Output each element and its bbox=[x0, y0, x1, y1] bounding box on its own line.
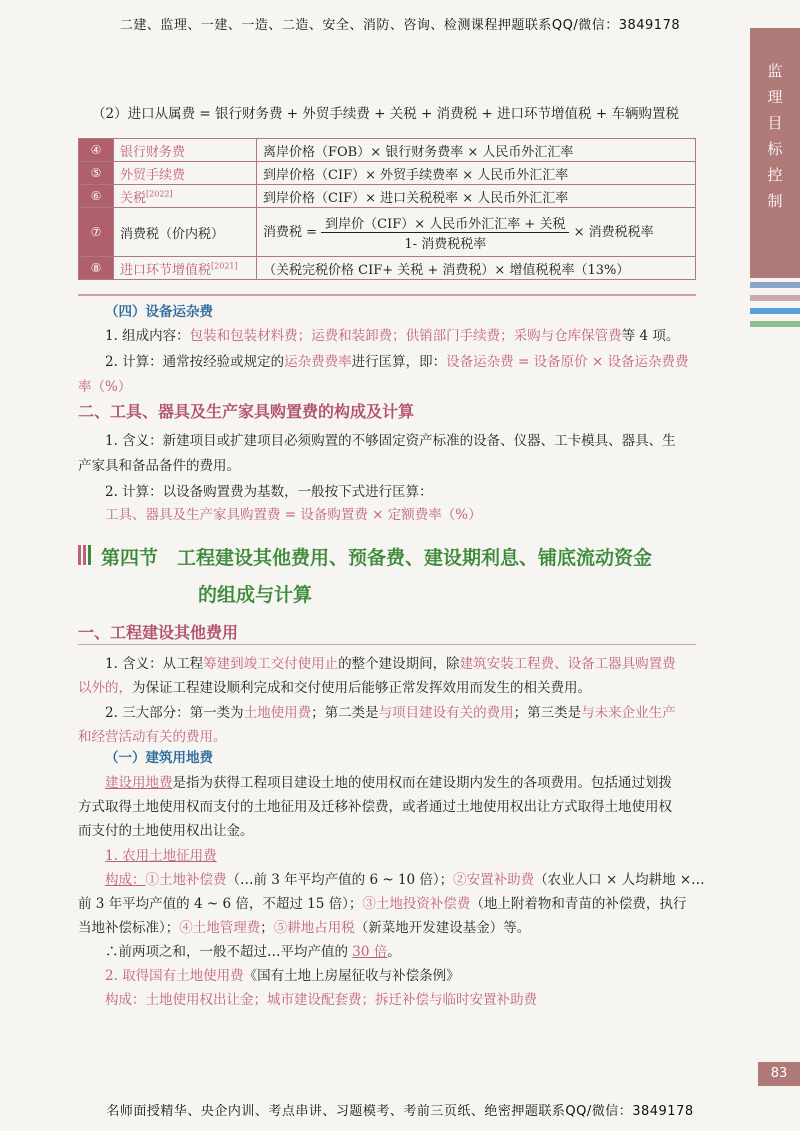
highlight-text: ③土地投资补偿费 bbox=[362, 896, 471, 912]
formula-suffix: × 消费税税率 bbox=[573, 224, 654, 240]
formula-prefix: 消费税 = bbox=[263, 224, 318, 240]
fee-formula: 到岸价格（CIF）× 外贸手续费率 × 人民币外汇汇率 bbox=[257, 162, 696, 185]
text: 进行匡算，即： bbox=[351, 354, 447, 370]
text: 2. 计算：通常按经验或规定的 bbox=[105, 354, 285, 370]
paragraph bbox=[105, 990, 537, 1010]
highlight-text: 建设用地费 bbox=[105, 775, 173, 791]
chapter-side-tab bbox=[750, 28, 800, 278]
text: （农业人口 × 人均耕地 ×… bbox=[534, 872, 705, 888]
stripe bbox=[750, 321, 800, 327]
paragraph bbox=[105, 703, 676, 723]
page-number: 83 bbox=[758, 1062, 800, 1086]
fee-name-cell bbox=[114, 185, 257, 208]
text: 等 4 项。 bbox=[621, 328, 680, 344]
divider bbox=[78, 644, 696, 645]
stripe bbox=[750, 295, 800, 301]
text: 。 bbox=[387, 944, 401, 960]
import-fee-table bbox=[78, 138, 696, 280]
stripe bbox=[750, 282, 800, 288]
side-tab-char: 控 bbox=[767, 166, 783, 184]
highlight-text: ⑤耕地占用税 bbox=[273, 920, 355, 936]
page-footer: 名师面授精华、央企内训、考点串讲、习题模考、考前三页纸、绝密押题联系QQ/微信：3849178 bbox=[106, 1104, 694, 1119]
text: （…前 3 年平均产值的 6 ~ 10 倍）； bbox=[226, 872, 454, 888]
text: 为保证工程建设顺利完成和交付使用后能够正常发挥效用而发生的相关费用。 bbox=[132, 680, 591, 696]
row-number: ⑧ bbox=[79, 257, 114, 280]
text: （地上附着物和青苗的补偿费，执行 bbox=[470, 896, 687, 912]
text: 当地补偿标准）； bbox=[78, 920, 180, 936]
highlight-text: 运杂费费率 bbox=[284, 354, 352, 370]
text: 是指为获得工程项目建设土地的使用权而在建设期内发生的各项费用。包括通过划拨 bbox=[172, 775, 672, 791]
highlight-text: ①土地补偿费 bbox=[145, 872, 227, 888]
paragraph bbox=[105, 654, 676, 674]
section-heading: （四）设备运杂费 bbox=[105, 304, 213, 320]
paragraph bbox=[105, 966, 460, 986]
fee-name: 进口环节增值税 bbox=[120, 262, 212, 278]
table-row bbox=[79, 162, 696, 185]
highlight-text: 筹建到竣工交付使用止 bbox=[203, 656, 339, 672]
paragraph bbox=[78, 894, 686, 914]
row-number: ⑦ bbox=[79, 208, 114, 257]
color-stripes bbox=[750, 282, 800, 334]
paragraph: 1. 含义：新建项目或扩建项目必须购置的不够固定资产标准的设备、仪器、工卡模具、器具、生 bbox=[105, 433, 676, 449]
side-tab-char: 标 bbox=[767, 140, 783, 158]
paragraph bbox=[105, 326, 679, 346]
highlight-text: 与项目建设有关的费用 bbox=[378, 705, 514, 721]
text: 2. 三大部分：第一类为 bbox=[105, 705, 244, 721]
fee-name: 银行财务费 bbox=[114, 139, 257, 162]
highlight-text: 构成： bbox=[105, 872, 146, 888]
highlight-text: 构成： bbox=[105, 992, 146, 1008]
text: 1. 含义：从工程 bbox=[105, 656, 204, 672]
table-row bbox=[79, 257, 696, 280]
section-heading: （一）建筑用地费 bbox=[105, 750, 213, 766]
paragraph: 率（%） bbox=[78, 379, 132, 395]
text: ∴前两项之和，一般不超过…平均产值的 bbox=[105, 944, 353, 960]
fee-name-cell bbox=[114, 257, 257, 280]
highlight-text: 包装和包装材料费；运费和装卸费；供销部门手续费；采购与仓库保管费 bbox=[189, 328, 622, 344]
highlight-text: 设备运杂费 = 设备原价 × 设备运杂费费 bbox=[446, 354, 689, 370]
subsection-heading: 1. 农用土地征用费 bbox=[105, 848, 217, 864]
highlight-text: 2. 取得国有土地使用费 bbox=[105, 968, 244, 984]
table-row bbox=[79, 208, 696, 257]
fraction bbox=[321, 213, 569, 252]
chapter-section-title bbox=[78, 540, 652, 613]
stripe bbox=[750, 308, 800, 314]
paragraph bbox=[105, 942, 401, 962]
paragraph bbox=[78, 918, 530, 938]
paragraph bbox=[105, 352, 688, 372]
numerator: 到岸价（CIF）× 人民币外汇汇率 + 关税 bbox=[321, 213, 569, 233]
section-title-line1: 第四节 工程建设其他费用、预备费、建设期利息、铺底流动资金 bbox=[101, 547, 653, 569]
section-bars-icon bbox=[78, 541, 93, 577]
side-tab-char: 监 bbox=[767, 62, 783, 80]
highlight-text: 土地使用权出让金；城市建设配套费；拆迁补偿与临时安置补助费 bbox=[145, 992, 537, 1008]
fee-name: 关税 bbox=[120, 190, 147, 206]
fee-name: 消费税（价内税） bbox=[114, 208, 257, 257]
text: 《国有土地上房屋征收与补偿条例》 bbox=[243, 968, 460, 984]
exam-year-mark: [2022] bbox=[146, 189, 173, 199]
text: ；第三类是 bbox=[513, 705, 582, 721]
fee-formula: （关税完税价格 CIF+ 关税 + 消费税）× 增值税税率（13%） bbox=[257, 257, 696, 280]
text: 的整个建设期间，除 bbox=[338, 656, 460, 672]
highlight-text: 30 倍 bbox=[352, 944, 388, 960]
page-header: 二建、监理、一建、一造、二造、安全、消防、咨询、检测课程押题联系QQ/微信：3849178 bbox=[119, 18, 681, 33]
table-row bbox=[79, 185, 696, 208]
paragraph: 而支付的土地使用权出让金。 bbox=[78, 823, 254, 839]
paragraph bbox=[78, 678, 591, 698]
highlight-text: ②安置补助费 bbox=[453, 872, 535, 888]
text: ； bbox=[260, 920, 274, 936]
text: ；第二类是 bbox=[311, 705, 379, 721]
highlight-text: ④土地管理费 bbox=[179, 920, 261, 936]
text: 1. 组成内容： bbox=[105, 328, 190, 344]
paragraph bbox=[105, 773, 672, 793]
table-row bbox=[79, 139, 696, 162]
fee-formula: 离岸价格（FOB）× 银行财务费率 × 人民币外汇汇率 bbox=[257, 139, 696, 162]
import-fee-formula: （2）进口从属费 = 银行财务费 + 外贸手续费 + 关税 + 消费税 + 进口环节增值税 + 车辆购置税 bbox=[92, 106, 679, 122]
section-heading: 一、工程建设其他费用 bbox=[78, 623, 239, 642]
formula: 工具、器具及生产家具购置费 = 设备购置费 × 定额费率（%） bbox=[105, 507, 482, 523]
divider bbox=[78, 294, 696, 296]
paragraph: 2. 计算：以设备购置费为基数，一般按下式进行匡算： bbox=[105, 484, 433, 500]
side-tab-char: 目 bbox=[767, 114, 783, 132]
highlight-text: 与未来企业生产 bbox=[581, 705, 676, 721]
fee-formula: 到岸价格（CIF）× 进口关税税率 × 人民币外汇汇率 bbox=[257, 185, 696, 208]
fee-name: 外贸手续费 bbox=[114, 162, 257, 185]
row-number: ④ bbox=[79, 139, 114, 162]
paragraph bbox=[105, 870, 705, 890]
fee-formula-fraction bbox=[257, 208, 696, 257]
text: 前 3 年平均产值的 4 ~ 6 倍，不超过 15 倍）； bbox=[78, 896, 363, 912]
paragraph: 产家具和备品备件的费用。 bbox=[78, 458, 240, 474]
section-heading: 二、工具、器具及生产家具购置费的构成及计算 bbox=[78, 402, 415, 421]
text: （新菜地开发建设基金）等。 bbox=[354, 920, 531, 936]
paragraph: 和经营活动有关的费用。 bbox=[78, 729, 227, 745]
highlight-text: 土地使用费 bbox=[243, 705, 312, 721]
highlight-text: 以外的， bbox=[78, 680, 132, 696]
side-tab-char: 制 bbox=[767, 192, 783, 210]
paragraph: 方式取得土地使用权而支付的土地征用及迁移补偿费，或者通过土地使用权出让方式取得土地使用权 bbox=[78, 799, 672, 815]
highlight-text: 建筑安装工程费、设备工器具购置费 bbox=[459, 656, 676, 672]
row-number: ⑥ bbox=[79, 185, 114, 208]
exam-year-mark: [2021] bbox=[211, 261, 238, 271]
denominator: 1- 消费税税率 bbox=[404, 236, 487, 252]
side-tab-char: 理 bbox=[767, 88, 783, 106]
section-title-line2: 的组成与计算 bbox=[198, 584, 313, 606]
row-number: ⑤ bbox=[79, 162, 114, 185]
